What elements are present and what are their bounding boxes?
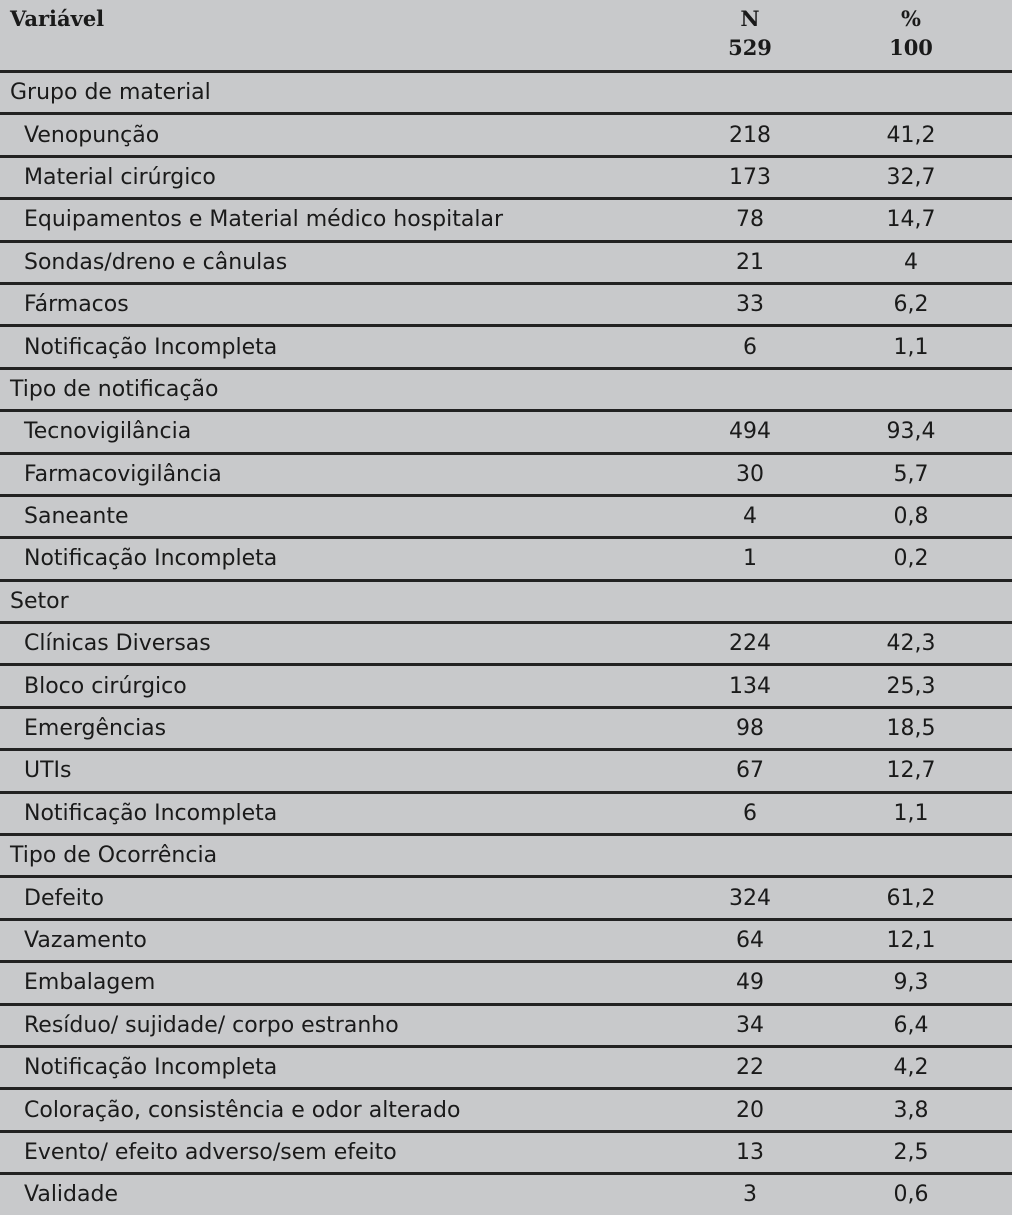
header-n-label: N xyxy=(740,6,760,31)
header-n-total: 529 xyxy=(728,35,772,60)
row-label: Tecnovigilância xyxy=(0,411,690,453)
row-n: 173 xyxy=(690,156,810,198)
row-n: 34 xyxy=(690,1004,810,1046)
row-label: Equipamentos e Material médico hospitalar xyxy=(0,199,690,241)
row-pct: 25,3 xyxy=(810,665,1012,707)
empty-cell xyxy=(690,580,810,622)
group-label: Tipo de Ocorrência xyxy=(0,835,690,877)
row-n: 6 xyxy=(690,326,810,368)
table-row xyxy=(0,453,1012,495)
header-n xyxy=(690,0,810,72)
row-pct: 18,5 xyxy=(810,707,1012,749)
row-n: 49 xyxy=(690,962,810,1004)
row-pct: 2,5 xyxy=(810,1131,1012,1173)
row-n: 78 xyxy=(690,199,810,241)
row-n: 134 xyxy=(690,665,810,707)
group-row xyxy=(0,835,1012,877)
table-row xyxy=(0,114,1012,156)
empty-cell xyxy=(810,580,1012,622)
row-label: Defeito xyxy=(0,877,690,919)
row-pct: 0,2 xyxy=(810,538,1012,580)
table-row xyxy=(0,495,1012,537)
table-row xyxy=(0,665,1012,707)
empty-cell xyxy=(690,72,810,114)
table-row xyxy=(0,241,1012,283)
row-n: 98 xyxy=(690,707,810,749)
header-row xyxy=(0,0,1012,72)
row-label: Clínicas Diversas xyxy=(0,623,690,665)
row-n: 33 xyxy=(690,283,810,325)
table-row xyxy=(0,707,1012,749)
row-n: 1 xyxy=(690,538,810,580)
row-label: UTIs xyxy=(0,750,690,792)
row-n: 224 xyxy=(690,623,810,665)
row-pct: 32,7 xyxy=(810,156,1012,198)
table-row xyxy=(0,1004,1012,1046)
table-row xyxy=(0,156,1012,198)
group-label: Grupo de material xyxy=(0,72,690,114)
row-pct: 12,7 xyxy=(810,750,1012,792)
row-n: 67 xyxy=(690,750,810,792)
row-pct: 4,2 xyxy=(810,1046,1012,1088)
group-row xyxy=(0,72,1012,114)
group-label: Tipo de notificação xyxy=(0,368,690,410)
row-n: 218 xyxy=(690,114,810,156)
row-n: 13 xyxy=(690,1131,810,1173)
empty-cell xyxy=(810,368,1012,410)
row-label: Farmacovigilância xyxy=(0,453,690,495)
row-n: 494 xyxy=(690,411,810,453)
row-pct: 14,7 xyxy=(810,199,1012,241)
row-pct: 93,4 xyxy=(810,411,1012,453)
table-row xyxy=(0,283,1012,325)
row-pct: 3,8 xyxy=(810,1089,1012,1131)
group-row xyxy=(0,580,1012,622)
row-label: Evento/ efeito adverso/sem efeito xyxy=(0,1131,690,1173)
row-label: Resíduo/ sujidade/ corpo estranho xyxy=(0,1004,690,1046)
row-pct: 0,6 xyxy=(893,1182,929,1208)
row-pct: 61,2 xyxy=(810,877,1012,919)
header-variable: Variável xyxy=(0,0,690,72)
header-pct-label: % xyxy=(901,6,921,31)
row-n: 22 xyxy=(690,1046,810,1088)
row-pct: 12,1 xyxy=(810,919,1012,961)
row-n: 6 xyxy=(690,792,810,834)
header-pct xyxy=(810,0,1012,72)
row-n: 20 xyxy=(690,1089,810,1131)
row-label: Validade xyxy=(24,1182,118,1208)
empty-cell xyxy=(690,835,810,877)
table-row xyxy=(0,1046,1012,1088)
table-row xyxy=(0,919,1012,961)
row-label: Emergências xyxy=(0,707,690,749)
table-row xyxy=(0,1174,1012,1215)
row-n: 4 xyxy=(690,495,810,537)
table-row xyxy=(0,623,1012,665)
row-pct: 9,3 xyxy=(810,962,1012,1004)
table-row xyxy=(0,1131,1012,1173)
table-row xyxy=(0,538,1012,580)
table-row xyxy=(0,199,1012,241)
header-pct-total: 100 xyxy=(889,35,933,60)
row-label: Vazamento xyxy=(0,919,690,961)
row-pct: 1,1 xyxy=(810,792,1012,834)
table-row xyxy=(0,877,1012,919)
row-label: Notificação Incompleta xyxy=(0,1046,690,1088)
group-row xyxy=(0,368,1012,410)
row-pct: 6,2 xyxy=(810,283,1012,325)
row-label: Fármacos xyxy=(0,283,690,325)
table-row xyxy=(0,750,1012,792)
row-pct: 6,4 xyxy=(810,1004,1012,1046)
empty-cell xyxy=(690,368,810,410)
row-label: Venopunção xyxy=(0,114,690,156)
table-row xyxy=(0,792,1012,834)
table-row xyxy=(0,962,1012,1004)
table-row xyxy=(0,1089,1012,1131)
empty-cell xyxy=(810,72,1012,114)
row-pct: 42,3 xyxy=(810,623,1012,665)
row-label: Sondas/dreno e cânulas xyxy=(0,241,690,283)
row-pct: 1,1 xyxy=(810,326,1012,368)
row-label: Notificação Incompleta xyxy=(0,538,690,580)
row-label: Coloração, consistência e odor alterado xyxy=(0,1089,690,1131)
row-label: Notificação Incompleta xyxy=(0,326,690,368)
row-label: Notificação Incompleta xyxy=(0,792,690,834)
row-label: Material cirúrgico xyxy=(0,156,690,198)
row-pct: 0,8 xyxy=(810,495,1012,537)
row-n: 3 xyxy=(743,1182,757,1208)
row-pct: 4 xyxy=(810,241,1012,283)
row-n: 324 xyxy=(690,877,810,919)
row-pct: 5,7 xyxy=(810,453,1012,495)
table-row xyxy=(0,411,1012,453)
row-label: Embalagem xyxy=(0,962,690,1004)
group-label: Setor xyxy=(0,580,690,622)
row-label: Saneante xyxy=(0,495,690,537)
row-n: 64 xyxy=(690,919,810,961)
empty-cell xyxy=(810,835,1012,877)
table-row xyxy=(0,326,1012,368)
row-pct: 41,2 xyxy=(810,114,1012,156)
row-n: 30 xyxy=(690,453,810,495)
row-label: Bloco cirúrgico xyxy=(0,665,690,707)
row-n: 21 xyxy=(690,241,810,283)
